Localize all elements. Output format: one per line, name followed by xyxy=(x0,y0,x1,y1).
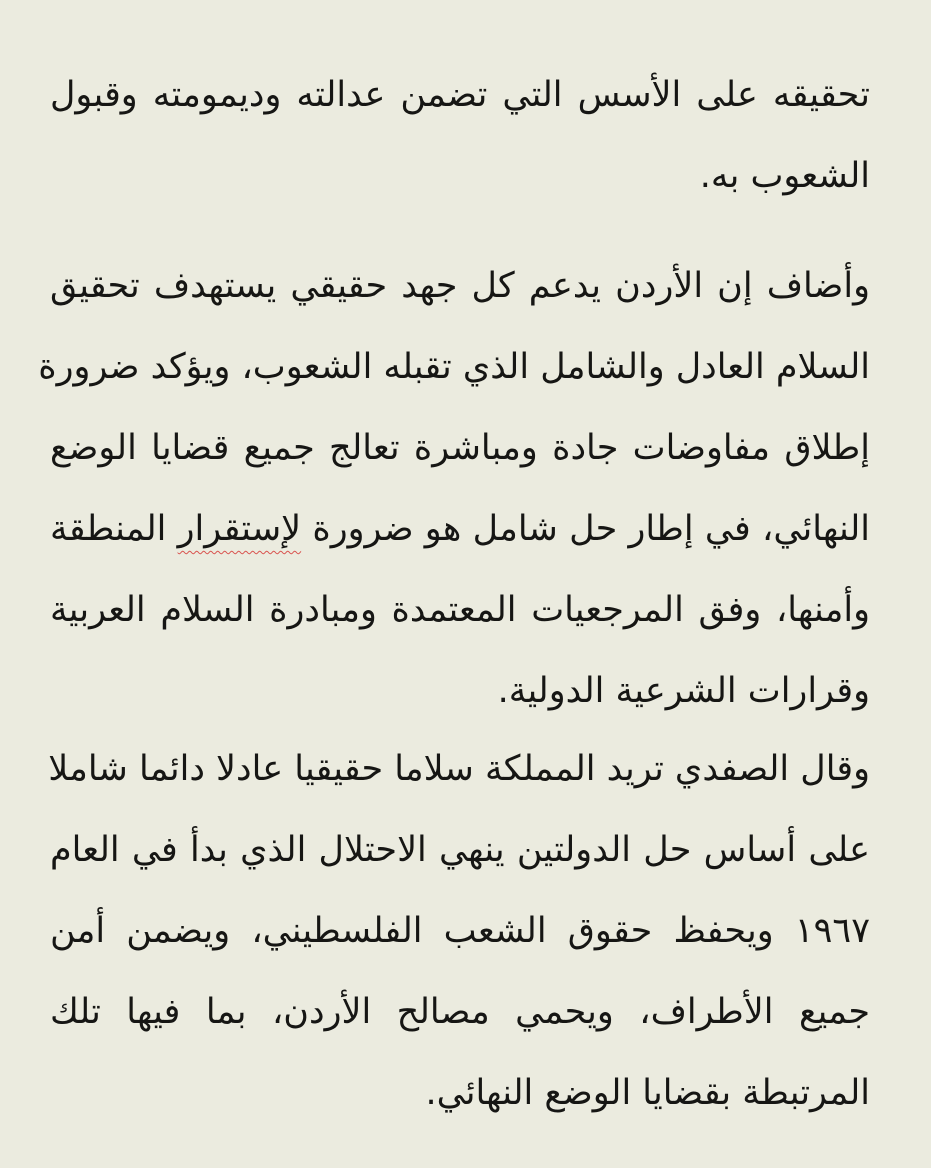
text-line: على أساس حل الدولتين ينهي الاحتلال الذي بدأ في العام xyxy=(50,830,870,870)
paragraph-1 xyxy=(50,55,870,217)
text-line: وأضاف إن الأردن يدعم كل جهد حقيقي يستهدف تحقيق xyxy=(50,266,870,306)
text-line: جميع الأطراف، ويحمي مصالح الأردن، بما فيها تلك xyxy=(50,992,870,1032)
text-line: ١٩٦٧ ويحفظ حقوق الشعب الفلسطيني، ويضمن أمن xyxy=(50,911,870,951)
text-line: إطلاق مفاوضات جادة ومباشرة تعالج جميع قضايا الوضع xyxy=(50,428,870,468)
text-line: وأمنها، وفق المرجعيات المعتمدة ومبادرة السلام العربية xyxy=(50,590,870,630)
text-line: وقرارات الشرعية الدولية. xyxy=(497,671,870,711)
text-line: تحقيقه على الأسس التي تضمن عدالته وديمومته وقبول xyxy=(50,75,870,115)
text-segment: النهائي، في إطار حل شامل هو ضرورة xyxy=(301,509,870,549)
paragraph-3 xyxy=(50,729,870,1134)
text-segment: المنطقة xyxy=(50,509,178,549)
paragraph-2 xyxy=(38,246,870,732)
spellcheck-marked-word[interactable]: لإستقرار xyxy=(177,509,302,549)
text-line: الشعوب به. xyxy=(699,156,870,196)
text-line: المرتبطة بقضايا الوضع النهائي. xyxy=(425,1073,870,1113)
text-line xyxy=(50,489,870,570)
text-line: وقال الصفدي تريد المملكة سلاما حقيقيا عادلا دائما شاملا xyxy=(48,749,870,789)
text-line: السلام العادل والشامل الذي تقبله الشعوب، ويؤكد ضرورة xyxy=(38,347,870,387)
